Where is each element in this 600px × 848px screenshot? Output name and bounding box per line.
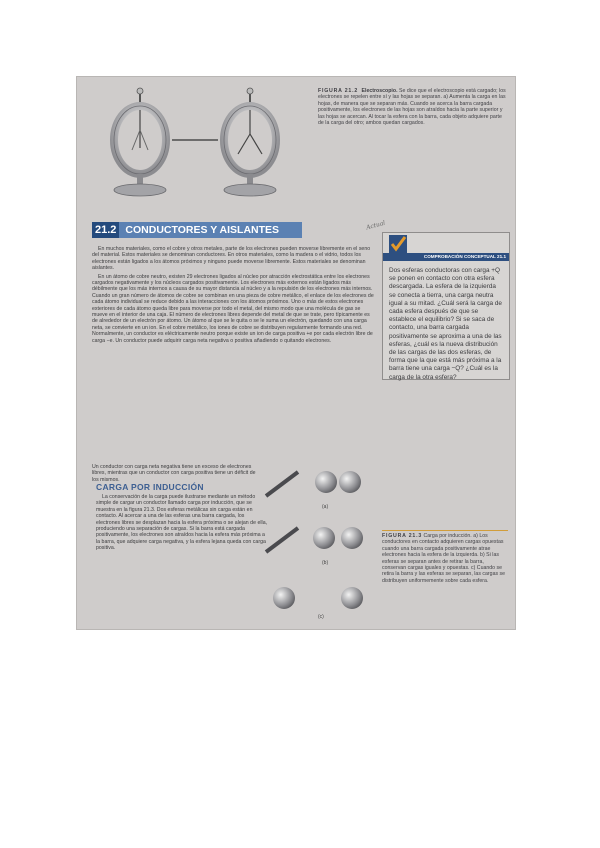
- electroscope-left: [114, 88, 166, 196]
- electroscope-right: [224, 88, 276, 196]
- subsection-text-block: [96, 494, 268, 552]
- induction-panel-a: [266, 471, 361, 496]
- check-mark-icon: [389, 235, 407, 253]
- short-paragraph: Un conductor con carga neta negativa tiene un exceso de electrones libres, mientras que un conductor con carga positiva tiene un déficit de los mismos.: [92, 464, 256, 483]
- panel-label-c: (c): [318, 614, 324, 620]
- concept-check-heading: COMPROBACIÓN CONCEPTUAL 21.1: [383, 253, 509, 261]
- subsection-title: CARGA POR INDUCCIÓN: [96, 482, 204, 492]
- induction-panel-b: [266, 527, 363, 552]
- panel-label-b: (b): [322, 560, 329, 566]
- handwritten-note: Actual: [365, 219, 387, 232]
- figure3-caption: [382, 530, 508, 584]
- figure-text: Se dice que el electroscopio está cargado; los electrones se repelen entre sí y las hojas se separan. a) Aumenta la carga en las hojas, de manera que se separan más. Cuando se acerca la barra cargada positivamente, los electrones de las hojas son atraídos hacia la parte superior y las hojas se acercan. Al tocar la esfera con la barra, cada objeto adquiere parte de la carga del otro; ambos quedan cargados.: [318, 88, 506, 127]
- figure3-text: Carga por inducción. a) Los conductores en contacto adquieren cargas opuestas cuando una barra cargada positivamente atrae electrones hacia la esfera de la izquierda. b) Si las esferas se separan antes de retirar la barra, conservan cargas iguales y opuestas. c) Cuando se retira la barra y las esferas se separan, las cargas se distribuyen uniformemente sobre cada esfera.: [382, 533, 506, 584]
- induction-panel-c: [273, 587, 363, 609]
- body-text: [92, 246, 374, 346]
- textbook-page: [76, 76, 516, 630]
- figure-caption: [318, 88, 508, 126]
- concept-check-text: Dos esferas conductoras con carga +Q se ponen en contacto con otra esfera descargada. La esfera de la izquierda se conecta a tierra, una carga neutra igual a su mitad. ¿Cuál será la carga de cada esfera después de que se establece el equilibrio? Si se saca de contacto, una barra cargada positivamente se aproxima a una de las esferas, ¿cuál es la nueva distribución de las cargas de las dos esferas, de forma que la que está más próxima a la barra tiene una carga −Q? ¿Cuál es la carga de la otra esfera?: [389, 267, 502, 381]
- figure-title: Electroscopio.: [361, 88, 398, 94]
- concept-check-box: [382, 232, 510, 380]
- section-title: CONDUCTORES Y AISLANTES: [119, 222, 302, 238]
- panel-label-a: (a): [322, 504, 329, 510]
- figure-label: FIGURA 21.2: [318, 88, 359, 94]
- section-number: 21.2: [92, 222, 119, 238]
- body-paragraph: En un átomo de cobre neutro, existen 29 electrones ligados al núcleo por atracción electrostática entre los electrones cargados negativamente y los núcleos cargados positivamente. Los electrones más externos están ligados más débilmente que los más internos a causa de su mayor distancia al núcleo y a la repulsión de los electrones más internos. Cuando un gran número de átomos de cobre se combinan en una pieza de cobre metálico, el enlace de los electrones de cada átomo individual se reduce debido a las interacciones con los átomos próximos. Uno o más de estos electrones exteriores de cada átomo queda libre para moverse por todo el metal, del mismo modo que una molécula de gas se mueve en el interior de una caja. El número de electrones libres depende del metal de que se trate, pero típicamente es de alrededor de un electrón por átomo. Un átomo al que se le quita o se le suma un electrón, quedando con una carga neta, se convierte en un ion. En el cobre metálico, los iones de cobre se distribuyen regularmente formando una red. Normalmente, un conductor es eléctricamente neutro porque existe un ion de carga positiva +e por cada electrón libre de carga −e. Un conductor puede adquirir carga neta negativa o positiva añadiendo o quitando electrones.: [92, 273, 374, 344]
- subsection-text: La conservación de la carga puede ilustrarse mediante un método simple de cargar un conductor llamado carga por inducción, que se muestra en la figura 21.3. Dos esferas metálicas sin carga están en contacto. Al acercar a una de las esferas una barra cargada, los electrones libres se desplazan hacia la esfera próxima o se alejan de ella, produciendo una separación de cargas. Si la barra está cargada positivamente, los electrones son atraídos hacia la esfera más próxima a la barra, que adquiere carga negativa, y la esfera lejana queda con carga positiva.: [96, 494, 268, 552]
- figure3-label: FIGURA 21.3: [382, 533, 423, 539]
- electroscope-illustration: [88, 86, 308, 206]
- section-header: [92, 222, 302, 238]
- induction-figure: [262, 462, 382, 622]
- body-paragraph: En muchos materiales, como el cobre y otros metales, parte de los electrones pueden moverse libremente en el seno del material. Estos materiales se denominan conductores. En otros materiales, como la madera o el vidrio, todos los electrones están ligados a los átomos próximos y ninguno puede moverse libremente. Estos materiales se denominan aislantes.: [92, 246, 371, 272]
